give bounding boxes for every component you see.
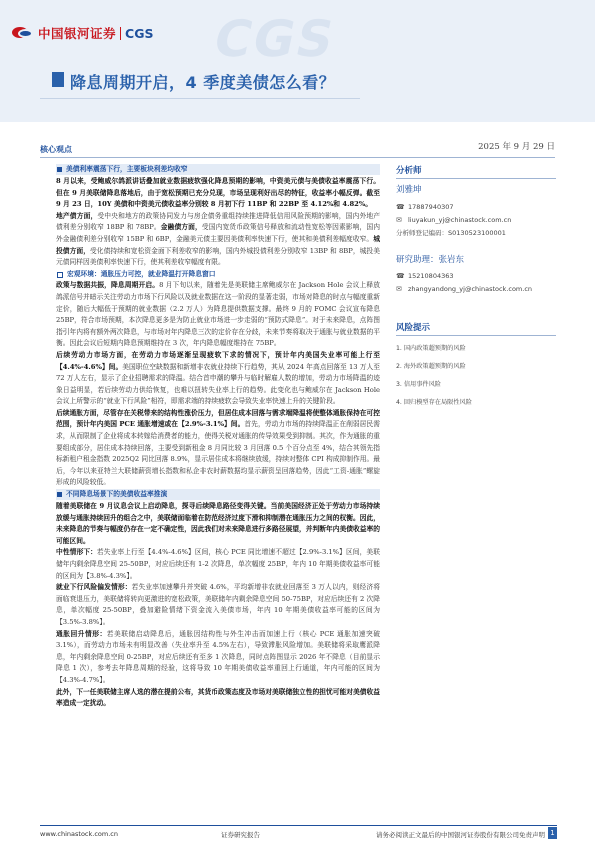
bullet-box-icon [57,272,63,278]
researcher-phone: ☎ 15210804363 [396,271,454,280]
section-divider [40,157,555,158]
section-heading-scenarios: 不同降息场景下的美债收益率推演 [56,489,380,500]
footer-doc-type: 证券研究报告 [221,831,260,839]
researcher-name: 研究助理：张岩东 [396,255,465,265]
analyst-sidebar [396,164,556,412]
paragraph: 中性情形下：若失业率上行至【4.4%-4.6%】区间，核心 PCE 同比增速不超过【2.9%-3.1%】区间，美联储年内剩余降息空间 25-50BP，对应后续还有 1-2 次降息，单次幅度 25BP，年内 10 年期美债收益率可能的区间为【3.8%-4.3%】。 [56,548,380,580]
risk-item: 2. 海外政策超预期的风险 [396,363,466,370]
report-title: 降息周期开启，4 季度美债怎么看？ [70,73,336,92]
brand-logo [12,24,153,42]
section-heading-macro: 宏观环境：通胀压力可控，就业降温打开降息窗口 [56,269,380,281]
email-icon: ✉ [396,284,402,293]
risk-heading: 风险提示 [396,323,431,333]
paragraph: 后续劳动力市场方面，在劳动力市场逐渐呈现疲软下求的情况下，预计年内美国失业率可能上行至【4.4%-4.6%】间。美国职位空缺数据和新增非农就业持续下行趋势，其从 2024 年高点回落至 13 万人至 72 万人左右，显示了企业招聘需求的降温。结合首申潮的攀升与临时解雇人数的增加，劳动力市场降温的迹象日益明显，若后续劳动力供给恢复，也难以扭转失业率上行的趋势。此变化也与鲍威尔在 Jackson Hole 会议上所警示的“就业下行风险”相符，即需求端的持续疲软会导致失业率快速上升的关键阶段。 [56,350,380,406]
paragraph: 后续通胀方面，尽管存在关税带来的结构性涨价压力，但居住成本回落与需求端降温将使整体通胀保持在可控范围，预计年内美国 PCE 通胀增速或在【2.9%-3.1%】间。首先，劳动力市场的持续降温正在削弱居民需求，从而限制了企业将成本转嫁给消费者的能力，使得关税对通胀的传导效果受到抑制。其次，作为通胀的重要组成部分，居住成本持续回落，主要受到新租金 8 月同比较 3 月回落 0.5 个百分点至 4%，结合其领先指标新租户租金指数 2025Q2 同比回落 8.9%，显示居住成本将继续放缓，持续对整体 CPI 构成抑制作用。最后，今年以来亚特兰大联储薪资增长指数和私企非农时薪数据均显示薪资呈回落趋势，因此“工资-通胀”螺旋形成的风险较低。 [56,408,381,487]
paragraph: 8 月以来，受鲍威尔鸽派讲话叠加就业数据疲软强化降息预期的影响，中资美元债与美债收益率震荡下行。但在 9 月美联储降息落地后，由于宽松预期已充分兑现，市场呈现利好出尽的特征，收益率小幅反弹。截至 9 月 23 日，10Y 美债和中资美元债收益率分别较 8 月初下行 11BP 和 22BP 至 4.12%和 4.82%。 [56,177,380,209]
risk-item: 3. 信用事件风险 [396,381,441,388]
footer-website-link[interactable]: www.chinastock.com.cn [40,830,118,838]
paragraph: 地产债方面，受中央和地方的政策协同发力与房企债务重组持续推进降低信用风险预期的影响，国内外地产债利差分别收窄 18BP 和 78BP。金融债方面，受国内宽货币政策信号释放和流动性宽松等因素影响，国内外金融债利差分别收窄 15BP 和 6BP，金融美元债主要因美债利率快速下行，使其和美债利差幅度收窄。城投债方面，受化债持续和宽松资金面下利差收窄的影响，国内外城投债利差分别收窄 13BP 和 8BP，城投美元债同样因美债利率快速下行，使其利差收窄幅度有限。 [56,211,380,267]
section-heading-rates: 美债利率震荡下行，主要板块利差均收窄 [56,164,380,175]
brand-name-en: CGS [125,25,154,41]
sidebar-divider [396,335,556,336]
analyst-phone: ☎ 17887940307 [396,202,454,211]
email-icon: ✉ [396,215,402,224]
core-views-body [56,164,380,710]
report-header [0,0,595,122]
analyst-heading: 分析师 [396,166,422,176]
researcher-email[interactable]: ✉ zhangyandong_yj@chinastock.com.cn [396,284,533,293]
brand-name-cn: 中国银河证券 [38,26,117,41]
title-accent-bar [52,72,64,87]
analyst-email[interactable]: ✉ liuyakun_yj@chinastock.com.cn [396,215,512,224]
paragraph: 就业下行风险偏发情形：若失业率加速攀升并突破 4.6%，平均新增非农就业回落至 3 万人以内，则经济将面临衰退压力，美联储将转向更激进的宽松政策，美联储年内剩余降息空间 50-75BP，对应后续还有 2 次降息，单次幅度 25-50BP，叠加避险情绪下资金流入美债市场，年内 10 年期美债收益率可能的区间为【3.5%-3.8%】。 [56,583,380,626]
risk-item: 4. 回归模型存在局限性风险 [396,399,472,406]
analyst-cert: 分析师登记编码：S0130523100001 [396,229,506,237]
paragraph: 此外，下一任美联储主席人选的潜在提前公布，其货币政策态度及市场对美联储独立性的担忧可能对美债收益率造成一定扰动。 [56,687,381,708]
bullet-square-icon [57,167,62,172]
analyst-name: 刘雅坤 [396,185,422,195]
phone-icon: ☎ [396,202,405,211]
core-views-label: 核心观点 [40,145,72,154]
title-underline [40,98,360,99]
footer-disclaimer: 请务必阅读正文最后的中国银河证券股份有限公司免责声明 [376,831,545,839]
page-number: 1 [548,827,557,839]
paragraph: 政策与数据共振，降息周期开启。8 月下旬以来，随着先是美联储主席鲍威尔在 Jackson Hole 会议上释放鸽派信号并暗示关注劳动力市场下行风险以及就业数据在这一阶段的显著走弱，市场对降息的时点与幅度重新定价，随后大幅低于预期的就业数据（2.2 万人）为降息提供数据支撑。最终 9 月的 FOMC 会议宣布降息 25BP，符合市场预期，本次降息更多是为防止就业市场进一步走弱的“预防式降息”。对于未来降息，点阵图指引年内将有额外两次降息，与市场对年内降息三次的定价存在分歧，未来节奏将取决于通胀与就业数据的平衡。因此会议后短期内降息预期维持在 3 次，年内降息幅度维持在 75BP。 [56,281,381,348]
paragraph: 通胀回升情形：若美联储启动降息后，通胀因结构性与外生冲击而加速上行（核心 PCE 通胀加速突破 3.1%），而劳动力市场未有明显改善（失业率升至 4.5%左右），导致滞胀风险增加。美联储将采取鹰派降息，年内剩余降息空间 0-25BP，对应后续还有至多 1 次降息，同时点阵图显示 2026 年不降息（目前显示降息 1 次），参考去年降息周期的经验，这将导致 10 年期美债收益率重回上行通道，年内可能的区间为【4.3%-4.7%】。 [56,629,380,684]
paragraph: 随着美联储在 9 月议息会议上启动降息，探寻后续降息路径变得关键。当前美国经济正处于劳动力市场持续放缓与通胀持续回升的组合之中，美联储面临着在防范经济过度下滑和抑制潜在通胀压力之间的权衡。因此，未来降息的节奏与幅度仍存在一定不确定性，因此我们对未来降息进行多路径展望，并判断年内美债收益率的可能区间。 [56,502,381,545]
logo-icon [12,25,34,41]
report-date: 2025 年 9 月 29 日 [478,142,555,152]
sidebar-divider [396,178,556,179]
page-footer [40,825,557,839]
risk-item: 1. 国内政策超预期的风险 [396,345,466,352]
phone-icon: ☎ [396,271,405,280]
cgs-watermark: CGS [208,10,341,68]
bullet-square-icon [57,492,62,497]
logo-divider [120,27,121,40]
